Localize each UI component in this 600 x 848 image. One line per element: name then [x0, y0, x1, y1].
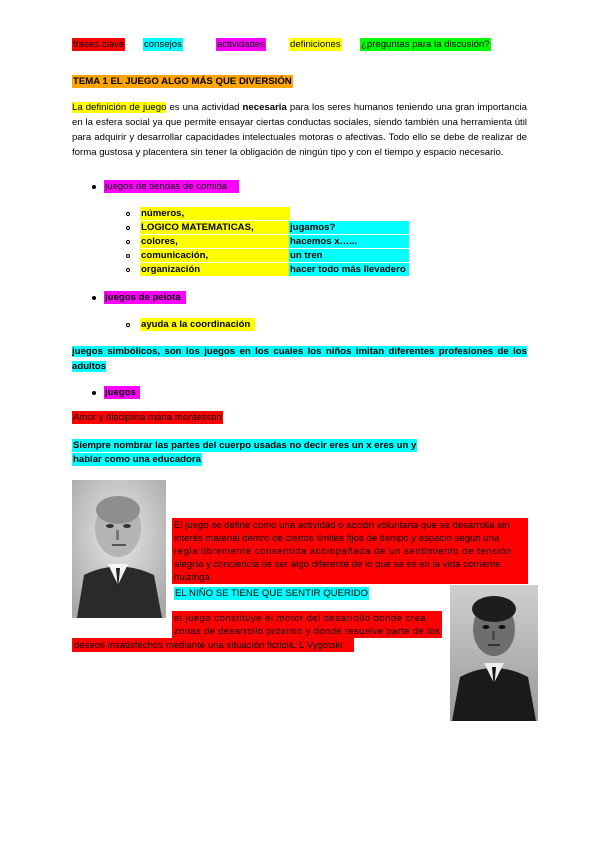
simbolicos-text: juegos simbólicos, son los juegos en los cuales los niños imitan diferentes profesiones de los adultos: [72, 346, 527, 372]
montessori-line: Amor y disciplina maria montessori: [73, 412, 222, 423]
bullet-dot: [92, 296, 96, 300]
vygotski-line: zonas de desarrollo próximo y donde resuelve parte de los: [174, 626, 441, 637]
consejo-line-1: Siempre nombrar las partes del cuerpo usadas no decir eres un x eres un y: [73, 440, 417, 451]
sub-coordinacion: ayuda a la coordinación: [140, 318, 255, 331]
sub-bullet: [126, 254, 130, 258]
huizinga-line: El juego se define como una actividad o acción voluntaria que se desarrolla sin: [174, 520, 510, 531]
sublist-left: LOGICO MATEMATICAS,: [140, 221, 290, 234]
bullet-juegos: juegos: [104, 386, 140, 399]
sub-bullet: [126, 323, 130, 327]
consejo-line-2: hablar como una educadora: [73, 454, 201, 465]
sublist-right: hacer todo más llevadero: [289, 263, 409, 276]
sublist-right: un tren: [289, 249, 409, 262]
page-title: TEMA 1 EL JUEGO ALGO MÁS QUE DIVERSIÓN: [73, 76, 292, 87]
sublist-right: jugamos?: [289, 221, 409, 234]
intro-paragraph: [72, 100, 527, 160]
bullet-dot: [92, 185, 96, 189]
bullet-juegos-tiendas: juegos de tiendas de comida: [104, 180, 239, 193]
sublist-left: comunicación,: [140, 249, 290, 262]
definicion-lead: La definición de juego: [72, 102, 167, 113]
sublist-left: números,: [140, 207, 290, 220]
sub-bullet: [126, 226, 130, 230]
portrait-huizinga-image: [72, 480, 166, 618]
legend-actividades: actividades: [217, 39, 265, 50]
sub-bullet: [126, 268, 130, 272]
sub-bullet: [126, 212, 130, 216]
simbolicos-paragraph: [72, 344, 527, 374]
sublist-left: colores,: [140, 235, 290, 248]
sublist-right: hacemos x…...: [289, 235, 409, 248]
intro-bold: necesaria: [242, 102, 287, 113]
intro-text: es una actividad: [166, 102, 243, 113]
legend-frases-clave: frases clave: [73, 39, 125, 50]
huizinga-line: regla libremente consentida acompañada de un sentimiento de tensión: [174, 546, 513, 557]
huizinga-line: huizinga: [174, 572, 210, 583]
sub-bullet: [126, 240, 130, 244]
portrait-vygotski-image: [450, 585, 538, 721]
vygotski-line: el juego constituye el motor del desarrollo donde crea: [174, 613, 427, 624]
huizinga-line: interés material dentro de ciertos límites fijos de tiempo y espacio según una: [174, 533, 500, 544]
sublist-left: organización: [140, 263, 290, 276]
legend-definiciones: definiciones: [290, 39, 341, 50]
nino-querido: EL NIÑO SE TIENE QUE SENTIR QUERIDO: [175, 588, 368, 599]
legend-preguntas: ¿preguntas para la discusión?: [361, 39, 490, 50]
portrait-vygotski: [450, 585, 538, 721]
portrait-huizinga: [72, 480, 166, 618]
huizinga-line: alegría y conciencia de ser algo diferente de lo que se es en la vida corriente.: [174, 559, 504, 570]
legend-consejos: consejos: [144, 39, 182, 50]
intro-rest: para los seres humanos teniendo una gran importancia en la esfera social ya que permite ensayar ciertas conductas sociales, siendo también una herramienta útil para adquirir y desarrollar capacidades intelectuales motoras o afectivas. Todo ello se debe de realizar de forma gustosa y placentera sin tener la obligación de ningún tipo y con el tiempo y espacio necesario.: [72, 102, 527, 158]
bullet-juegos-pelota: juegos de pelota: [104, 291, 186, 304]
vygotski-line: deseos insatisfechos mediante una situación ficticia. L Vygotski: [74, 640, 343, 651]
bullet-dot: [92, 391, 96, 395]
